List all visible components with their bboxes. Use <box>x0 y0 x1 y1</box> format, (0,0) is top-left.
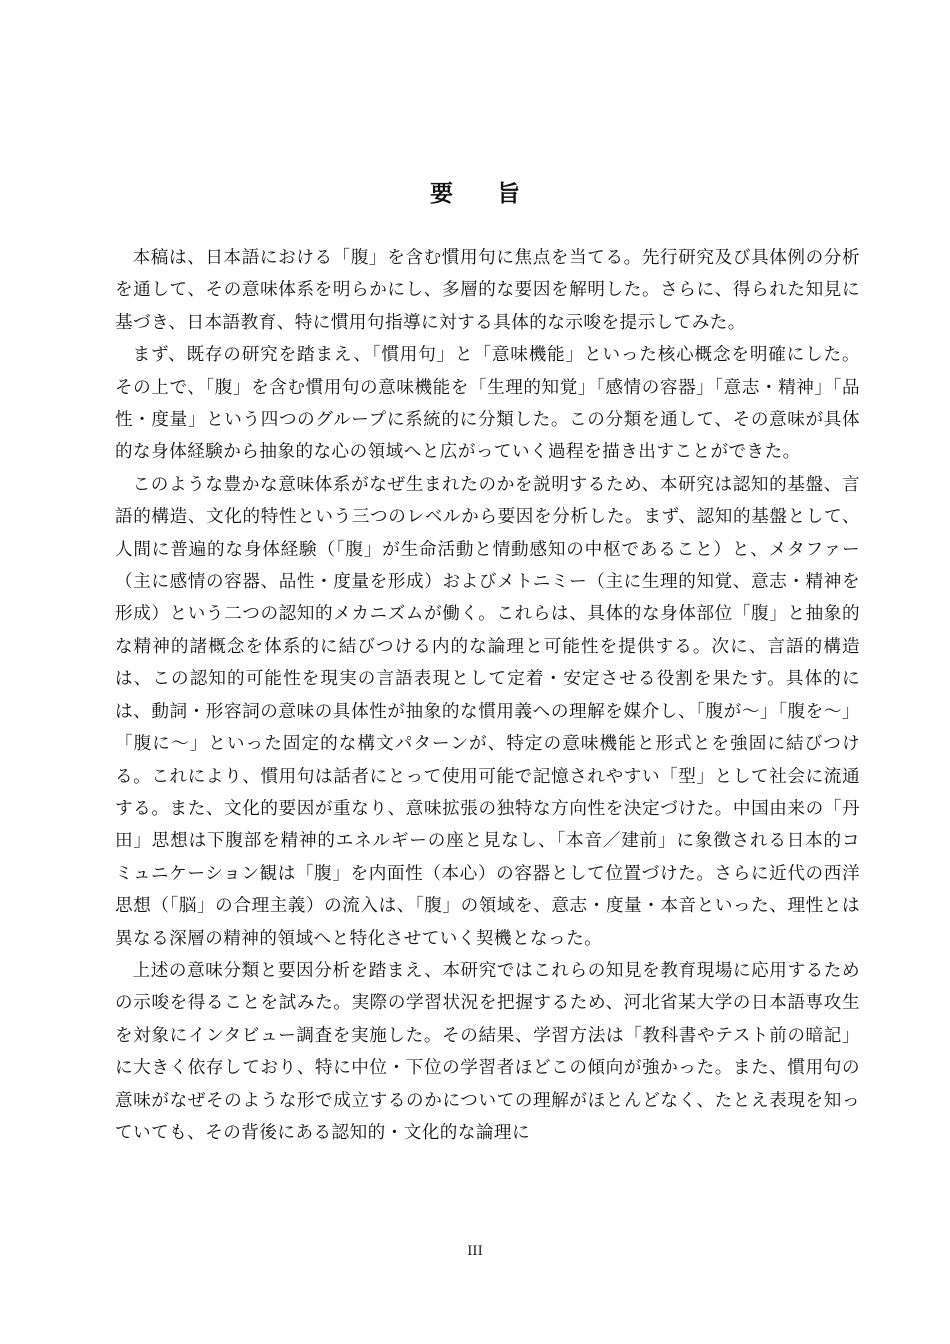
page-number: III <box>467 1244 483 1259</box>
page-title: 要旨 <box>430 180 564 207</box>
paragraph-1: 本稿は、日本語における「腹」を含む慣用句に焦点を当てる。先行研究及び具体例の分析を通して、その意味体系を明らかにし、多層的な要因を解明した。さらに、得られた知見に基づき、日本語教育、特に慣用句指導に対する具体的な示唆を提示してみた。 <box>115 248 860 333</box>
paragraph-2: まず、既存の研究を踏まえ、「慣用句」と「意味機能」といった核心概念を明確にした。その上で、「腹」を含む慣用句の意味機能を「生理的知覚」「感情の容器」「意志・精神」「品性・度量」という四つのグループに系統的に分類した。この分類を通して、その意味が具体的な身体経験から抽象的な心の領域へと広がっていく過程を描き出すことができた。 <box>115 345 860 463</box>
paragraph-3: このような豊かな意味体系がなぜ生まれたのかを説明するため、本研究は認知的基盤、言語的構造、文化的特性という三つのレベルから要因を分析した。まず、認知的基盤として、人間に普遍的な身体経験（「腹」が生命活動と情動感知の中枢であること）と、メタファー（主に感情の容器、品性・度量を形成）およびメトニミー（主に生理的知覚、意志・精神を形成）という二つの認知的メカニズムが働く。これらは、具体的な身体部位「腹」と抽象的な精神的諸概念を体系的に結びつける内的な論理と可能性を提供する。次に、言語的構造は、この認知的可能性を現実の言語表現として定着・安定させる役割を果たす。具体的には、動詞・形容詞の意味の具体性が抽象的な慣用義への理解を媒介し、「腹が～」「腹を～」「腹に～」といった固定的な構文パターンが、特定の意味機能と形式とを強固に結びつける。これにより、慣用句は話者にとって使用可能で記憶されやすい「型」として社会に流通する。また、文化的要因が重なり、意味拡張の独特な方向性を決定づけた。中国由来の「丹田」思想は下腹部を精神的エネルギーの座と見なし、「本音／建前」に象徴される日本的コミュニケーション観は「腹」を内面性（本心）の容器として位置づけた。さらに近代の西洋思想（「脳」の合理主義）の流入は、「腹」の領域を、意志・度量・本音といった、理性とは異なる深層の精神的領域へと特化させていく契機となった。 <box>115 474 860 949</box>
abstract-body <box>115 242 860 1149</box>
paragraph-4: 上述の意味分類と要因分析を踏まえ、本研究ではこれらの知見を教育現場に応用するための示唆を得ることを試みた。実際の学習状況を把握するため、河北省某大学の日本語専攻生を対象にインタビュー調査を実施した。その結果、学習方法は「教科書やテスト前の暗記」に大きく依存しており、特に中位・下位の学習者ほどこの傾向が強かった。また、慣用句の意味がなぜそのような形で成立するのかについての理解がほとんどなく、たとえ表現を知っていても、その背後にある認知的・文化的な論理に <box>115 960 860 1143</box>
